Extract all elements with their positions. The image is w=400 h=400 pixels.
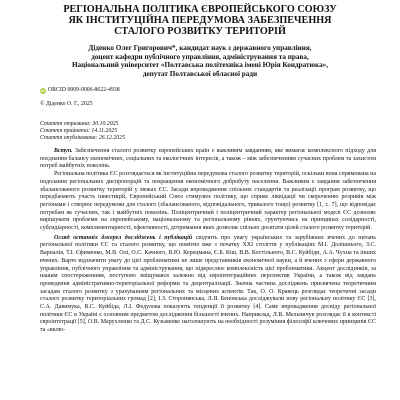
orcid-icon: iD <box>41 87 45 93</box>
author-block <box>20 44 380 78</box>
paragraph-lead: Вступ. <box>54 148 73 154</box>
date-published: Стаття опублікована: 26.12.2025 <box>40 135 125 142</box>
paragraph-lead: Огляд останніх джерел досліджень і публікацій <box>54 234 193 241</box>
date-accepted: Стаття прийнята: 14.11.2025 <box>40 128 118 135</box>
author-line-2: доцент кафедри публічного управління, адміністрування та права, <box>91 52 309 61</box>
author-line-1: Діденко Олег Григорович*, кандидат наук з державного управління, <box>88 44 312 52</box>
paragraph-introduction <box>40 148 376 171</box>
orcid-id: ORCID 0009-0006-8622-4938 <box>48 87 120 93</box>
paragraph-text: свідчить про увагу українських та зарубіжних вчених до питань регіональної політики ЄС та сталого розвитку, що помітно вже з початку XXI століття у публікаціях М.І. Долішнього, З.С. Варналія, Т.І. Єфименко, М.В. Олі, О.С. Качного, В.Ю. Керецмана, Є.Б. Кіш, В.В. Костільного, В.С. Куйбіди, А.А. Чухна та інших вчених. Варто відзначити увагу до цієї проблематики не лише представників економічної науки, а й вчених з сфери державного управління, публічного управління та адміністрування, що підкреслює комплексність цієї проблематики. Акцент дослідників, за нашим спостереженням, поступово зміщувався залежно від євроінтеграційних перспектив України, а також від завдань проведення адміністративно-територіальної реформи та децентралізації. Значна частина досліджень присвячена теоретичним засадам сталого розвитку з урахуванням регіональних та місцевих аспектів. Так, О. О. Кравець розглядає теоретичні засади сталого розвитку територіальних громад [2], І.З. Сторонянська, Л.Я. Беновська досліджували нову регіональну політику ЄС [3], С.А. Давимука, В.С. Куйбіда, Л.І. Федулова показують тенденції її розвитку [4]. Саме впровадження досвіду регіональної політики ЄС в Україні є основним предметом дослідження більшості вчених. Наприклад, Л.В. Мельничук розглядає її в контексті євроінтеграції [5], О.В. Марухленко та Д.С. Кузьменко наголошують на необхідності розуміння філософії ключових принципів ЄС та «вклю- <box>40 234 376 334</box>
article-body <box>40 148 376 335</box>
article-title <box>20 4 380 37</box>
orcid-row[interactable] <box>40 87 120 94</box>
title-line-3: СТАЛОГО РОЗВИТКУ ТЕРИТОРІЙ <box>114 26 286 37</box>
title-line-1: РЕГІОНАЛЬНА ПОЛІТИКА ЄВРОПЕЙСЬКОГО СОЮЗУ <box>63 4 337 15</box>
copyright-note: © Діденко О. Г., 2025 <box>40 101 93 107</box>
date-received: Стаття отримана: 30.10.2025 <box>40 121 119 127</box>
title-line-2: ЯК ІНСТИТУЦІЙНА ПЕРЕДУМОВА ЗАБЕЗПЕЧЕННЯ <box>68 15 332 26</box>
paragraph-literature-review <box>40 235 376 335</box>
paragraph-regional-policy: Регіональна політика ЄС розглядається як інституційна передумова сталого розвитку територій, оскільки вона спрямована на подолання регіональних диспропорцій та покращення економічного добробуту населення. Важливим є завдання забезпечення збалансованого розвитку територій у межах ЄС. Засади впровадження спільних стандартів та реалізації програм розвитку, що передбачають участь інвестицій, Європейський Союз стимулює політику, що сприяє ліквідації чи скороченню розривів між регіонами і створює передумови для сталого (збалансованого, відповідального, тривалого тощо) розвитку [1, с. 7], що відповідає потребам як сучасних, так і майбутніх поколінь. Поліцентричний і поліцентричний характер регіональної моделі ЄС дозволяє вирішувати проблеми на європейському, національному та регіональному рівнях, грунтуючись на принципах солідарності, субсидіарності, комплементарності, ефективності, дотримання яких дозволяє спільно досягати цілей сталого розвитку територій. <box>40 171 376 232</box>
paragraph-text: Забезпечення сталого розвитку європейських країн є важливим завданням, яке вимагає комплексного підходу для поєднання балансу економічних, соціальних та екологічних інтересів, а також – між забезпеченням сучасних проблем та захистом потреб майбутніх поколінь. <box>40 148 376 170</box>
author-line-4: депутат Полтавської обласної ради <box>142 69 258 78</box>
author-line-3: Національний університет «Полтавська політехніка імені Юрія Кондратюка», <box>71 61 329 70</box>
article-dates <box>40 121 125 143</box>
